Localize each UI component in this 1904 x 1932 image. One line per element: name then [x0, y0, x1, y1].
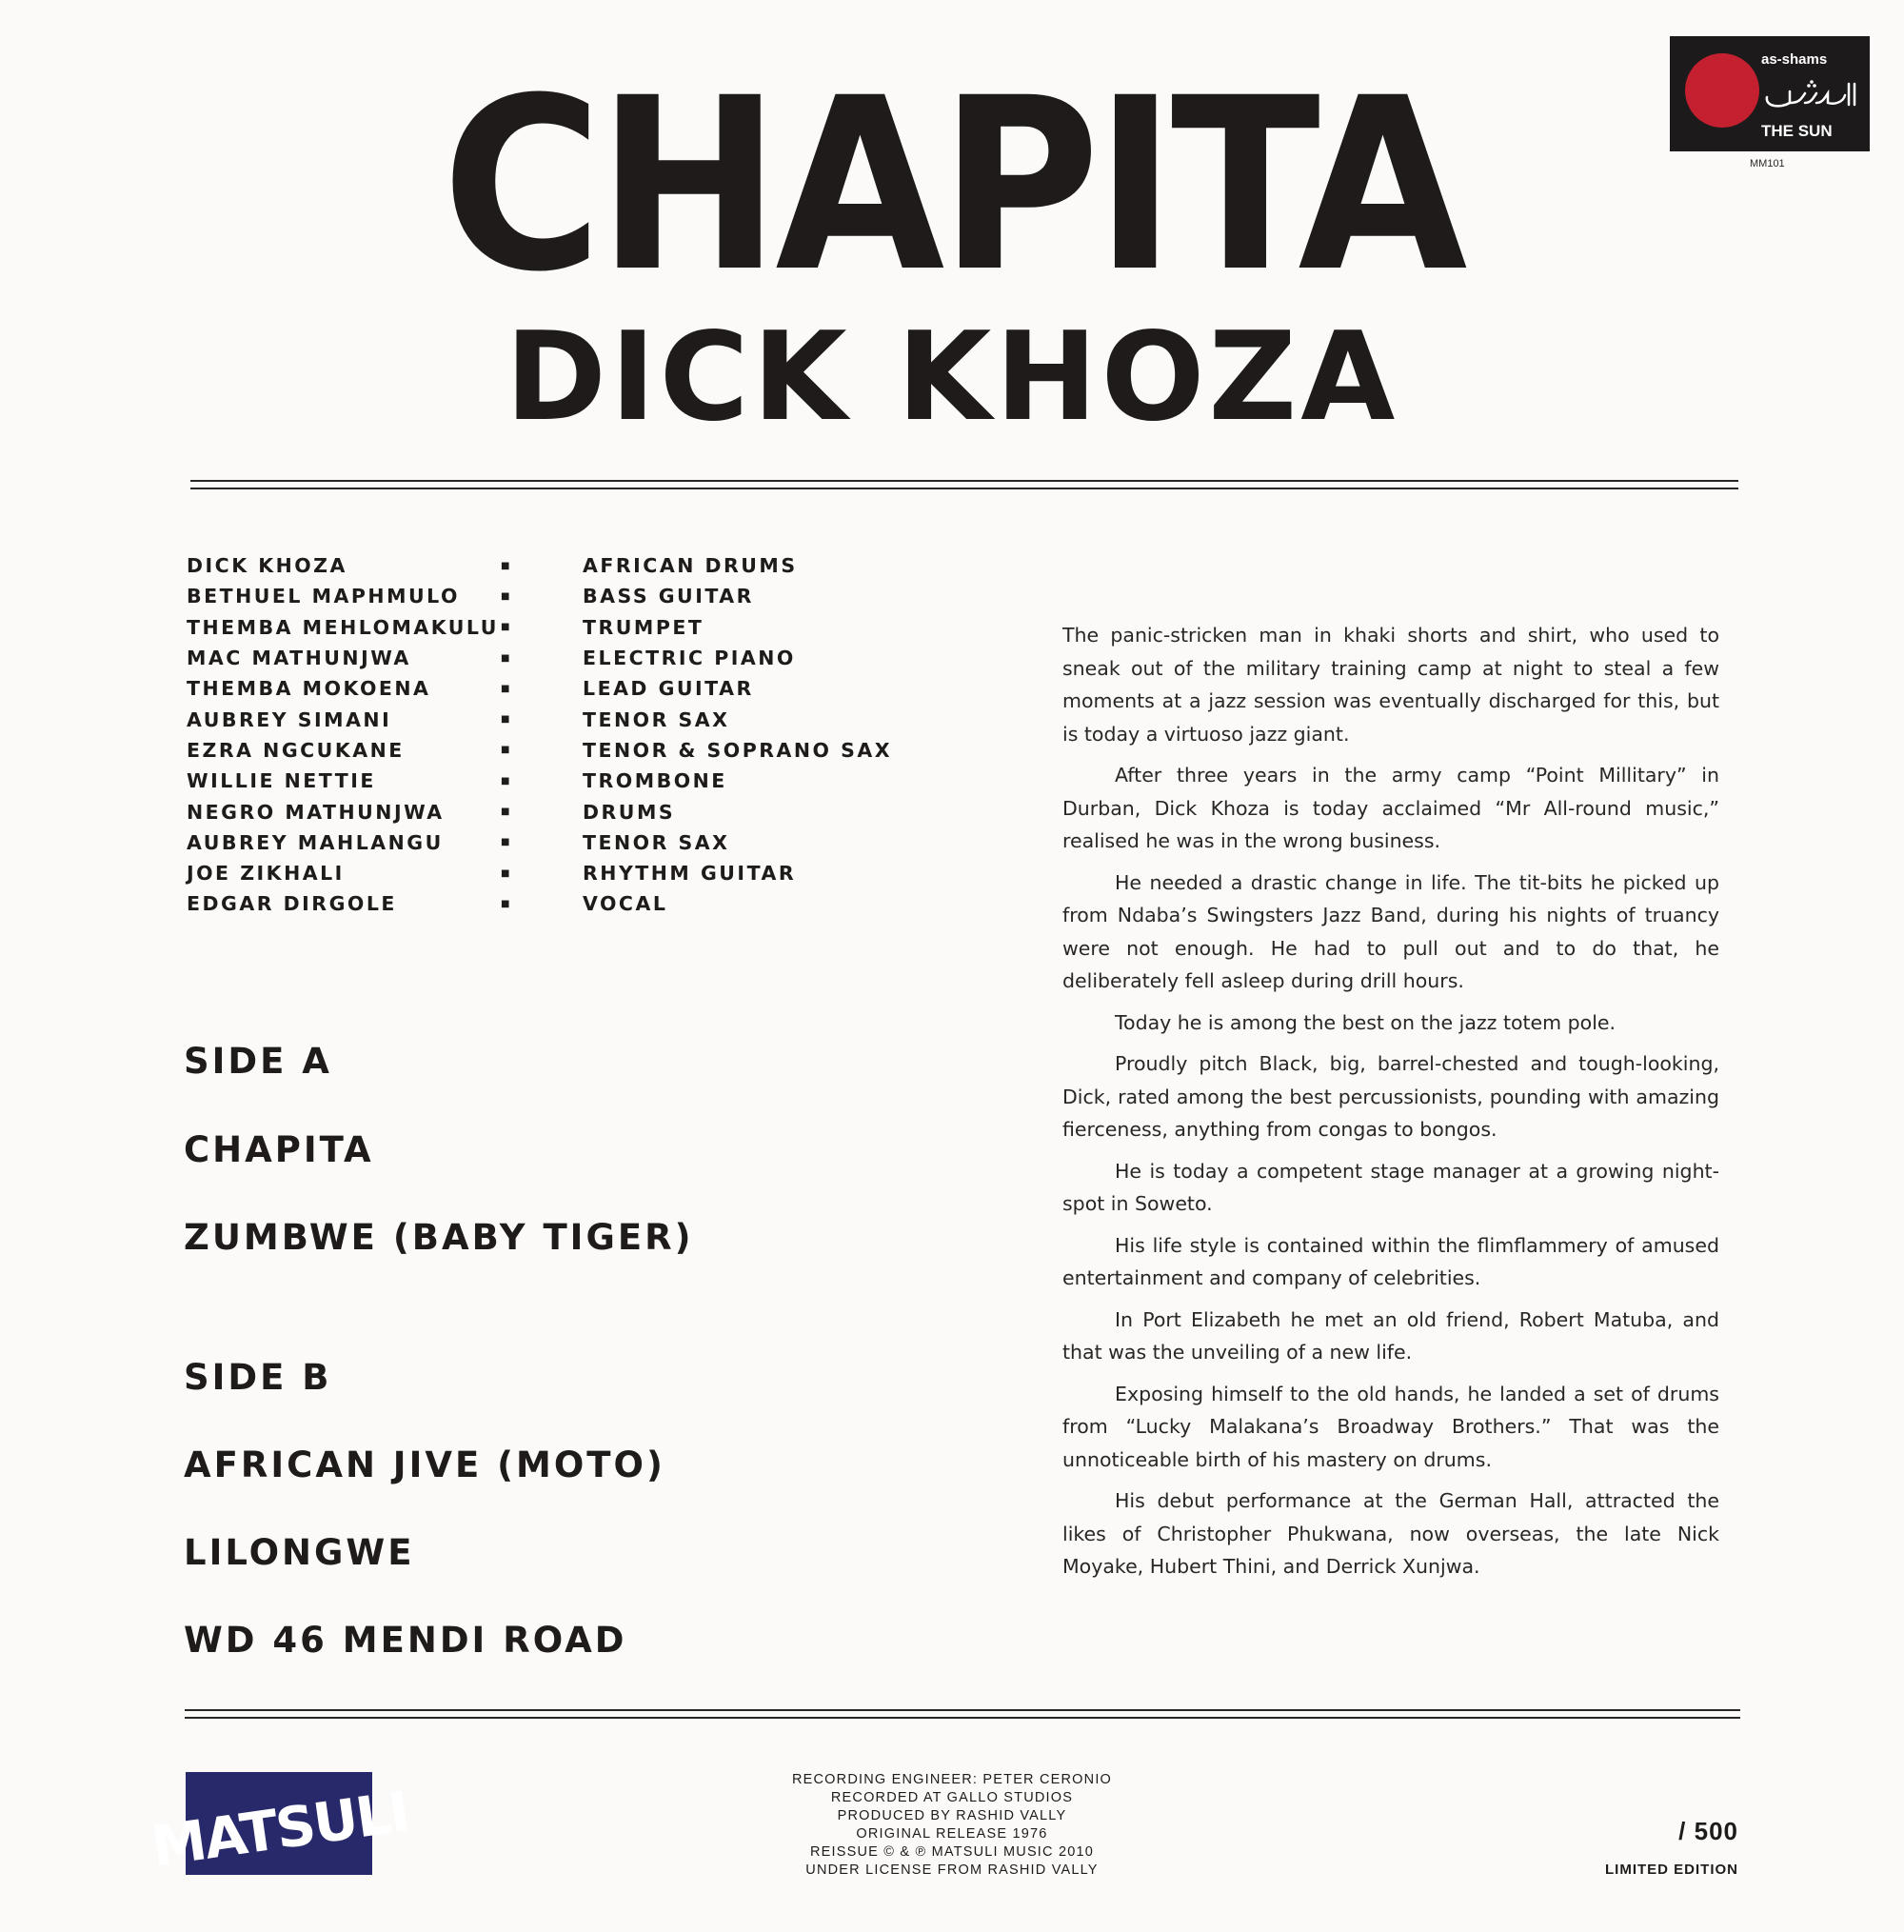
edition-label: LIMITED EDITION [1605, 1862, 1738, 1878]
personnel-list [187, 550, 892, 920]
instrument-name: TENOR SAX [583, 707, 730, 731]
personnel-row [187, 888, 892, 919]
liner-paragraph: Proudly pitch Black, big, barrel-chested and tough-looking, Dick, rated among the best percussionists, pounding with amazing fierceness, anything from congas to bongos. [1062, 1052, 1719, 1141]
side-a-label: SIDE A [184, 1041, 332, 1082]
musician-name: EDGAR DIRGOLE [187, 892, 397, 916]
liner-paragraph: In Port Elizabeth he met an old friend, Robert Matuba, and that was the unveiling of a new life. [1062, 1307, 1719, 1364]
instrument-name: ELECTRIC PIANO [583, 647, 796, 670]
liner-notes [1062, 619, 1719, 1592]
musician-name: WILLIE NETTIE [187, 769, 376, 793]
track-title: ZUMBWE (BABY TIGER) [184, 1217, 694, 1258]
personnel-row [187, 766, 892, 796]
personnel-row [187, 673, 892, 704]
musician-name: NEGRO MATHUNJWA [187, 800, 445, 824]
credit-line: RECORDED AT GALLO STUDIOS [830, 1790, 1074, 1805]
bullet-icon: ■ [501, 560, 512, 571]
instrument-name: VOCAL [583, 892, 668, 916]
credit-line: REISSUE © & ℗ MATSULI MUSIC 2010 [809, 1844, 1094, 1860]
bullet-icon: ■ [501, 652, 512, 664]
instrument-name: AFRICAN DRUMS [583, 554, 798, 578]
liner-paragraph: The panic-stricken man in khaki shorts and shirt, who used to sneak out of the military training camp at night to steal a few moments at a jazz session was eventually discharged for this, but is today a virtuoso jazz giant. [1062, 624, 1719, 746]
musician-name: JOE ZIKHALI [187, 862, 345, 886]
album-title: CHAPITA [442, 47, 1462, 324]
liner-paragraph: His life style is contained within the flimflammery of amused entertainment and company of celebrities. [1062, 1233, 1719, 1289]
musician-name: MAC MATHUNJWA [187, 647, 411, 670]
bullet-icon: ■ [501, 590, 512, 602]
credit-line: RECORDING ENGINEER: PETER CERONIO [791, 1772, 1113, 1787]
bullet-icon: ■ [501, 807, 512, 818]
liner-paragraph: He is today a competent stage manager at a growing night-spot in Soweto. [1062, 1159, 1719, 1215]
label-logo [1670, 36, 1870, 151]
bullet-icon: ■ [501, 683, 512, 694]
musician-name: AUBREY SIMANI [187, 707, 392, 731]
bottom-divider [185, 1709, 1740, 1719]
sun-icon [1685, 53, 1759, 128]
instrument-name: DRUMS [583, 800, 676, 824]
liner-paragraph: His debut performance at the German Hall, attracted the likes of Christopher Phukwana, now overseas, the late Nick Moyake, Hubert Thini, and Derrick Xunjwa. [1062, 1489, 1719, 1578]
musician-name: EZRA NGCUKANE [187, 738, 405, 762]
musician-name: AUBREY MAHLANGU [187, 830, 444, 854]
bullet-icon: ■ [501, 867, 512, 879]
liner-paragraph: Today he is among the best on the jazz totem pole. [1115, 1010, 1616, 1034]
credit-line: UNDER LICENSE FROM RASHID VALLY [805, 1862, 1099, 1878]
instrument-name: BASS GUITAR [583, 585, 754, 608]
liner-paragraph: He needed a drastic change in life. The tit-bits he picked up from Ndaba’s Swingsters Jazz Band, during his nights of truancy were not enough. He had to pull out and to do that, he deliberately fell asleep during drill hours. [1062, 870, 1719, 992]
label-name-bottom: THE SUN [1761, 122, 1833, 140]
instrument-name: RHYTHM GUITAR [583, 862, 797, 886]
bullet-icon: ■ [501, 622, 512, 633]
edition-number: / 500 [1678, 1817, 1738, 1845]
musician-name: DICK KHOZA [187, 554, 347, 578]
top-divider [190, 480, 1738, 489]
instrument-name: TROMBONE [583, 769, 727, 793]
credit-line: ORIGINAL RELEASE 1976 [856, 1826, 1048, 1842]
credit-line: PRODUCED BY RASHID VALLY [837, 1808, 1067, 1823]
catalog-number: MM101 [1750, 158, 1785, 169]
bullet-icon: ■ [501, 837, 512, 848]
personnel-row [187, 735, 892, 766]
personnel-row [187, 796, 892, 827]
bullet-icon: ■ [501, 775, 512, 787]
bullet-icon: ■ [501, 898, 512, 909]
side-b-label: SIDE B [184, 1357, 332, 1398]
personnel-row [187, 612, 892, 643]
label-name-top: as-shams [1761, 51, 1828, 68]
instrument-name: TENOR & SOPRANO SAX [583, 738, 893, 762]
bullet-icon: ■ [501, 714, 512, 726]
musician-name: THEMBA MEHLOMAKULU [187, 615, 499, 639]
instrument-name: TRUMPET [583, 615, 704, 639]
personnel-row [187, 858, 892, 888]
track-title: LILONGWE [184, 1532, 415, 1573]
artist-name: DICK KHOZA [505, 307, 1399, 448]
logo-text: MATSULI [147, 1779, 412, 1880]
musician-name: THEMBA MOKOENA [187, 677, 431, 701]
production-credits [666, 1771, 1238, 1880]
liner-paragraph: Exposing himself to the old hands, he landed a set of drums from “Lucky Malakana’s Broadway Brothers.” That was the unnoticeable birth of his mastery on drums. [1062, 1382, 1719, 1471]
track-title: AFRICAN JIVE (MOTO) [184, 1444, 665, 1485]
personnel-row [187, 704, 892, 734]
musician-name: BETHUEL MAPHMULO [187, 585, 460, 608]
matsuli-logo [147, 1772, 412, 1880]
bullet-icon: ■ [501, 745, 512, 756]
personnel-row [187, 550, 892, 581]
instrument-name: LEAD GUITAR [583, 677, 754, 701]
liner-paragraph: After three years in the army camp “Point Millitary” in Durban, Dick Khoza is today acclaimed “Mr All-round music,” realised he was in the wrong business. [1062, 764, 1719, 852]
personnel-row [187, 827, 892, 858]
instrument-name: TENOR SAX [583, 830, 730, 854]
track-title: CHAPITA [184, 1129, 374, 1170]
personnel-row [187, 581, 892, 611]
track-title: WD 46 MENDI ROAD [184, 1620, 627, 1661]
label-arabic-script [1761, 80, 1858, 112]
personnel-row [187, 643, 892, 673]
